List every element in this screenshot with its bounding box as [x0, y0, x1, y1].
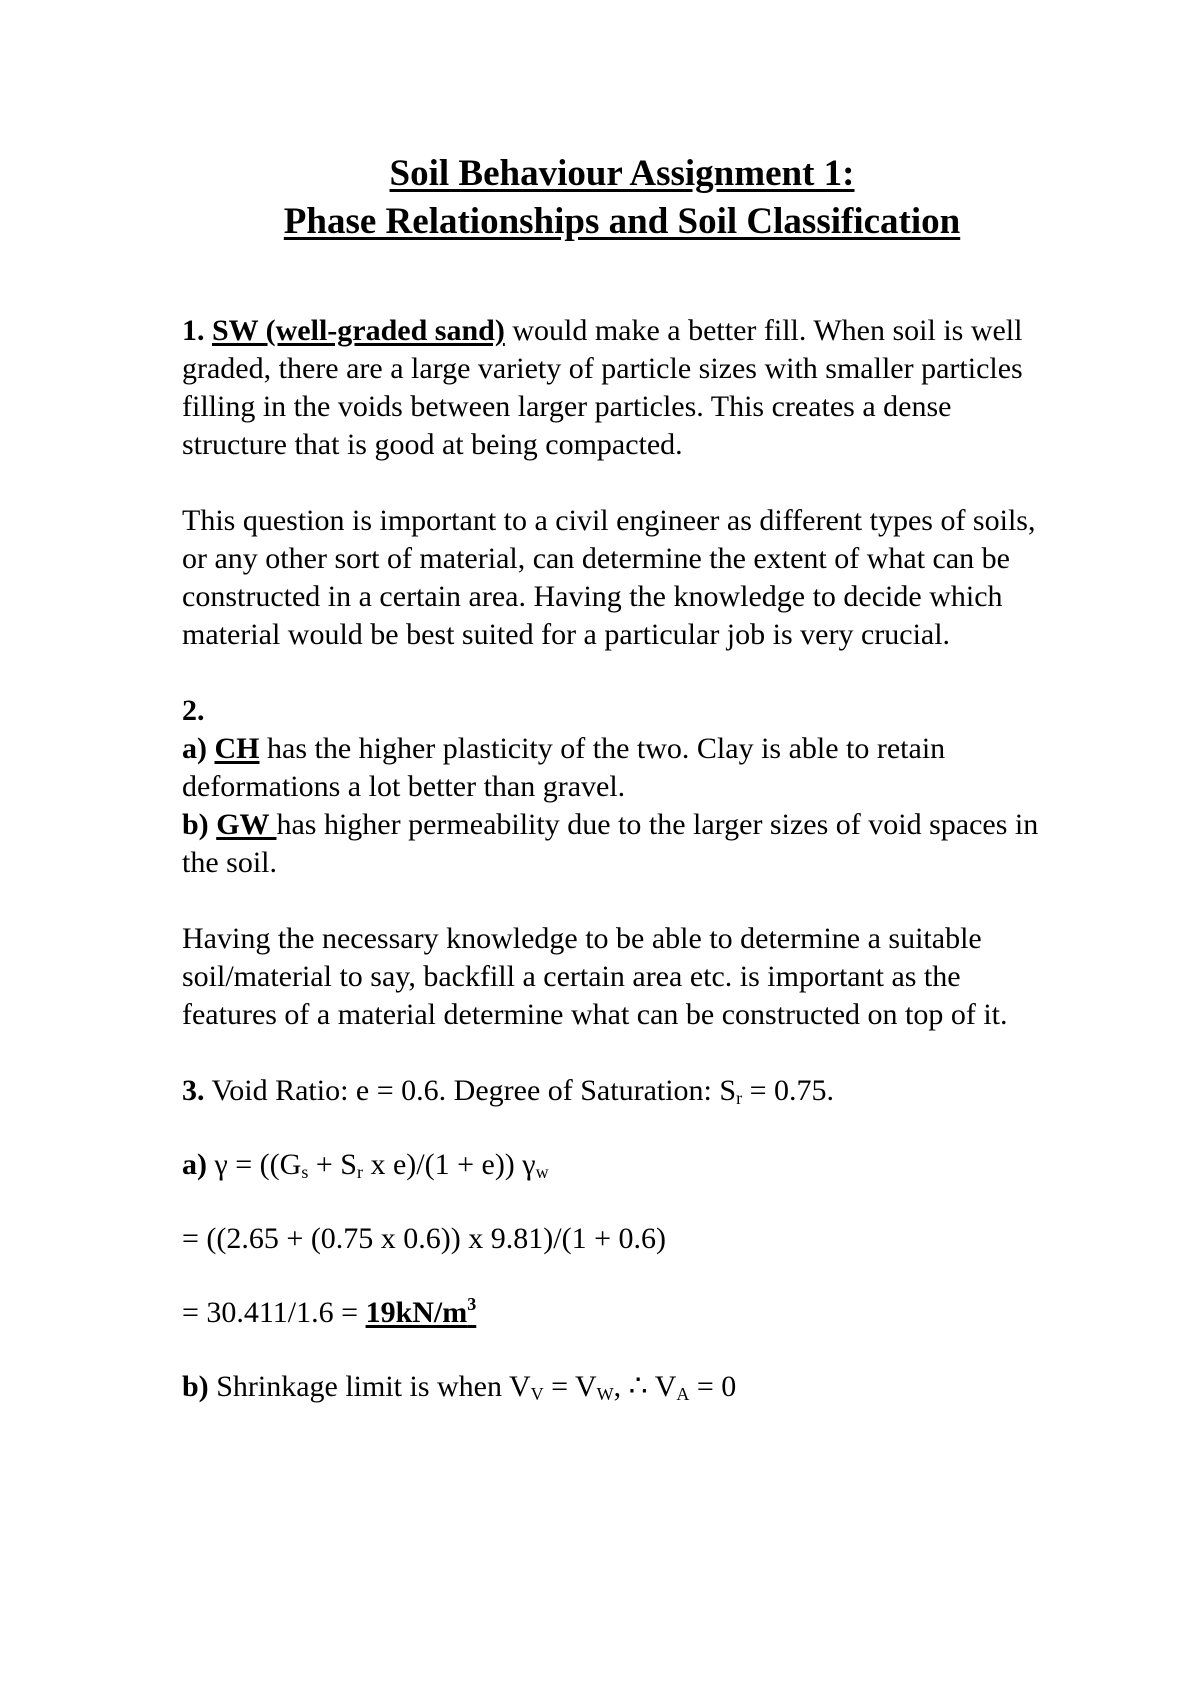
title-line-1: Soil Behaviour Assignment 1:	[389, 153, 855, 194]
equation-part: x e)/(1 + e)) γ	[362, 1148, 536, 1181]
question-1-importance: This question is important to a civil engineer as different types of soils, or any other sort of material, can determine the extent of what can be constructed in a certain area. Having the knowledge to decide which material would be best suited for a particular job is very crucial.	[182, 504, 1036, 651]
equation-part: + S	[308, 1148, 357, 1181]
question-2b-label: b)	[182, 808, 209, 841]
result-value: 19kN/m	[365, 1296, 468, 1329]
question-1-choice: SW (well-graded sand)	[212, 314, 505, 347]
superscript-3: 3	[467, 1294, 477, 1314]
given-value: = 0.75.	[742, 1074, 834, 1107]
question-1-number: 1.	[182, 314, 205, 347]
question-3-given	[182, 1072, 1062, 1110]
question-2a	[182, 730, 1062, 806]
question-3a-label: a)	[182, 1148, 207, 1181]
question-3-number: 3.	[182, 1074, 205, 1107]
question-2-number: 2.	[182, 694, 205, 727]
statement-part: = V	[543, 1370, 597, 1403]
question-2-importance: Having the necessary knowledge to be able to determine a suitable soil/material to say, backfill a certain area etc. is important as the features of a material determine what can be constructed on top of it.	[182, 922, 1008, 1031]
subscript-w: w	[535, 1162, 549, 1182]
question-2b-explanation: has higher permeability due to the larger sizes of void spaces in the soil.	[182, 808, 1039, 879]
question-2b-choice: GW	[216, 808, 277, 841]
subscript-r: r	[736, 1088, 743, 1108]
document-page	[182, 150, 1062, 1406]
question-3a-step-2	[182, 1294, 1062, 1332]
subscript-v: V	[530, 1384, 544, 1404]
step-expression: = 30.411/1.6 =	[182, 1296, 366, 1329]
subscript-w: W	[596, 1384, 614, 1404]
statement-part: Shrinkage limit is when V	[208, 1370, 531, 1403]
question-3b-label: b)	[182, 1370, 209, 1403]
given-text: Void Ratio: e = 0.6. Degree of Saturation: S	[204, 1074, 737, 1107]
subscript-r: r	[356, 1162, 363, 1182]
statement-part: , ∴ V	[613, 1370, 677, 1403]
question-3b	[182, 1368, 1062, 1406]
question-2b	[182, 806, 1062, 882]
question-3a-step-1: = ((2.65 + (0.75 x 0.6)) x 9.81)/(1 + 0.6)	[182, 1222, 667, 1255]
equation-part: γ = ((G	[207, 1148, 302, 1181]
question-2a-choice: CH	[214, 732, 260, 765]
question-3a-result	[366, 1296, 477, 1329]
subscript-s: s	[301, 1162, 309, 1182]
question-2a-label: a)	[182, 732, 207, 765]
subscript-a: A	[676, 1384, 690, 1404]
question-2-header	[182, 692, 1062, 730]
statement-part: = 0	[689, 1370, 737, 1403]
question-3a-equation	[182, 1146, 1062, 1184]
question-1-answer	[182, 312, 1062, 464]
question-1-explanation: would make a better fill. When soil is well graded, there are a large variety of particle sizes with smaller particles filling in the voids between larger particles. This creates a dense structure that is good at being compacted.	[182, 314, 1023, 461]
document-title	[132, 150, 1112, 246]
title-line-2: Phase Relationships and Soil Classification	[283, 201, 961, 242]
question-2a-explanation: has the higher plasticity of the two. Clay is able to retain deformations a lot better than gravel.	[182, 732, 946, 803]
